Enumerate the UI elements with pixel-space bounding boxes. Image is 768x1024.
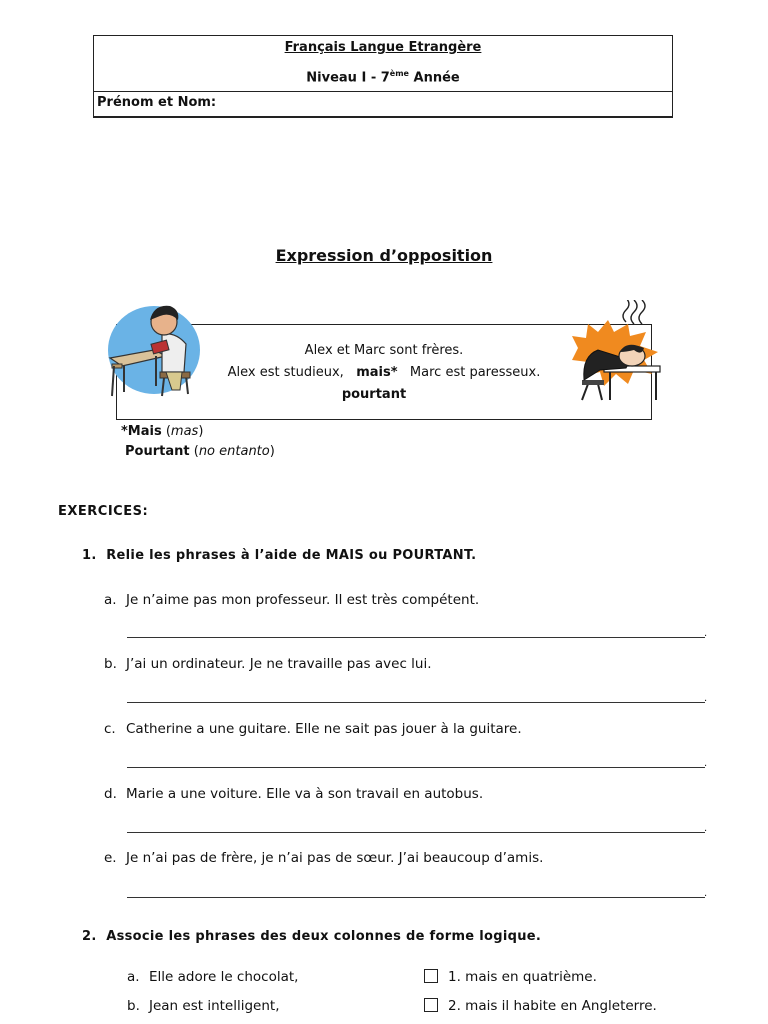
q2-item-letter: b.	[127, 998, 140, 1014]
gloss-pourtant: Pourtant (no entanto)	[125, 444, 275, 459]
q1-answer-line-b[interactable]	[127, 701, 705, 703]
q2-item-letter: a.	[127, 969, 140, 985]
q2-right-text: 1. mais en quatrième.	[448, 969, 597, 985]
line-end-dot: .	[704, 628, 708, 639]
example-mais: mais*	[356, 365, 398, 380]
q1-answer-line-d[interactable]	[127, 831, 705, 833]
q1-item-letter: e.	[104, 850, 117, 866]
course-level	[94, 69, 672, 85]
q1-item-text: J’ai un ordinateur. Je ne travaille pas avec lui.	[126, 656, 432, 672]
exercises-heading: EXERCICES:	[58, 504, 149, 519]
q2-left-item-a	[127, 969, 298, 985]
header-table	[93, 35, 673, 117]
name-cell	[94, 91, 672, 116]
q1-item-letter: c.	[104, 721, 116, 737]
line-end-dot: .	[704, 693, 708, 704]
q1-item-e	[104, 850, 543, 866]
checkbox[interactable]	[424, 969, 438, 983]
page-title: Expression d’opposition	[275, 246, 493, 265]
q1-item-text: Je n’aime pas mon professeur. Il est très compétent.	[126, 592, 480, 608]
q2-right-item-1	[424, 969, 597, 985]
checkbox[interactable]	[424, 998, 438, 1012]
level-suffix: Année	[408, 70, 460, 86]
line-end-dot: .	[704, 823, 708, 834]
q1-item-letter: a.	[104, 592, 117, 608]
question-2-text: Associe les phrases des deux colonnes de forme logique.	[106, 929, 542, 944]
q1-item-letter: b.	[104, 656, 117, 672]
q2-right-text: 2. mais il habite en Angleterre.	[448, 998, 657, 1014]
level-sup: ème	[389, 69, 409, 78]
q2-item-text: Elle adore le chocolat,	[149, 969, 299, 985]
q1-answer-line-c[interactable]	[127, 766, 705, 768]
q1-item-text: Marie a une voiture. Elle va à son travail en autobus.	[126, 786, 484, 802]
q2-left-item-b	[127, 998, 280, 1014]
gloss-mais-translation: mas	[170, 424, 199, 439]
q2-item-text: Jean est intelligent,	[149, 998, 280, 1014]
line-end-dot: .	[704, 888, 708, 899]
course-title: Français Langue Etrangère	[284, 40, 482, 55]
studious-student-illustration	[104, 298, 200, 400]
q1-item-letter: d.	[104, 786, 117, 802]
q1-answer-line-a[interactable]	[127, 636, 705, 638]
q1-item-d	[104, 786, 483, 802]
question-2-title	[82, 929, 541, 944]
q1-item-c	[104, 721, 522, 737]
question-1-text: Relie les phrases à l’aide de MAIS ou POURTANT.	[106, 548, 477, 563]
q2-right-item-2	[424, 998, 657, 1014]
header-double-rule	[93, 117, 673, 120]
question-1-title	[82, 548, 476, 563]
line-end-dot: .	[704, 758, 708, 769]
gloss-mais-term: *Mais	[121, 424, 162, 439]
gloss-pourtant-translation: no entanto	[198, 444, 270, 459]
question-1-number: 1.	[82, 548, 97, 563]
q1-item-text: Catherine a une guitare. Elle ne sait pas jouer à la guitare.	[126, 721, 522, 737]
question-2-number: 2.	[82, 929, 97, 944]
name-label: Prénom et Nom:	[97, 95, 217, 110]
q1-item-a	[104, 592, 479, 608]
header-title-cell	[94, 36, 672, 92]
q1-item-b	[104, 656, 432, 672]
gloss-pourtant-term: Pourtant	[125, 444, 190, 459]
example-line-2-a: Alex est studieux,	[227, 365, 344, 380]
level-prefix: Niveau I - 7	[306, 70, 390, 86]
lazy-student-illustration	[568, 300, 664, 406]
example-line-2-b: Marc est paresseux.	[409, 365, 541, 380]
gloss-mais: *Mais (mas)	[121, 424, 204, 439]
q1-item-text: Je n’ai pas de frère, je n’ai pas de sœur. J’ai beaucoup d’amis.	[126, 850, 544, 866]
q1-answer-line-e[interactable]	[127, 896, 705, 898]
example-line-1: Alex et Marc sont frères.	[304, 343, 464, 358]
example-pourtant: pourtant	[341, 387, 407, 402]
